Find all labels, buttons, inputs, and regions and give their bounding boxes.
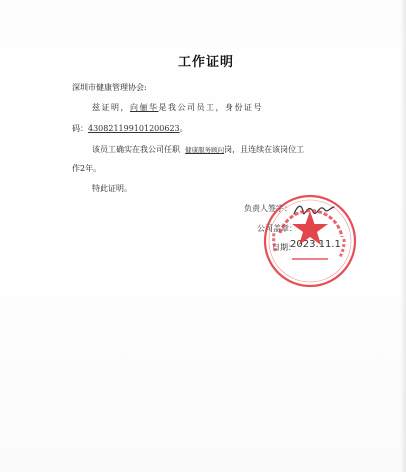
page-edge-shadow [400,0,406,472]
document-title: 工作证明 [178,55,235,70]
paragraph-1-line-1 [92,103,263,113]
position: 健康服务顾问 [185,146,225,154]
id-prefix: 码： [72,124,88,133]
paragraph-2-line-1 [92,145,304,155]
id-suffix: 。 [179,124,188,133]
addressee: 深圳市健康管理协会: [72,83,147,92]
id-number: 430821199101200623 [88,124,180,133]
para1-mid: 是我公司员工，身份证号 [158,103,263,112]
label-company-seal: 公司盖章： [257,224,297,233]
paragraph-2-line-2: 作2年。 [72,164,102,173]
company-seal-stamp [262,193,358,289]
paragraph-1-line-2 [72,124,188,134]
label-person-in-charge: 负责人签字： [244,204,292,213]
handwritten-date: 2023.11.1 [290,239,341,250]
closing: 特此证明。 [92,184,132,193]
para1-prefix: 兹证明， [92,103,130,112]
employee-name: 向俪华 [130,103,159,112]
label-date: 日期： [272,243,296,252]
para2-suffix: 岗，且连续在该岗位工 [224,145,305,154]
para2-prefix: 该员工确实在我公司任职 [92,145,180,154]
star-icon [292,211,328,245]
